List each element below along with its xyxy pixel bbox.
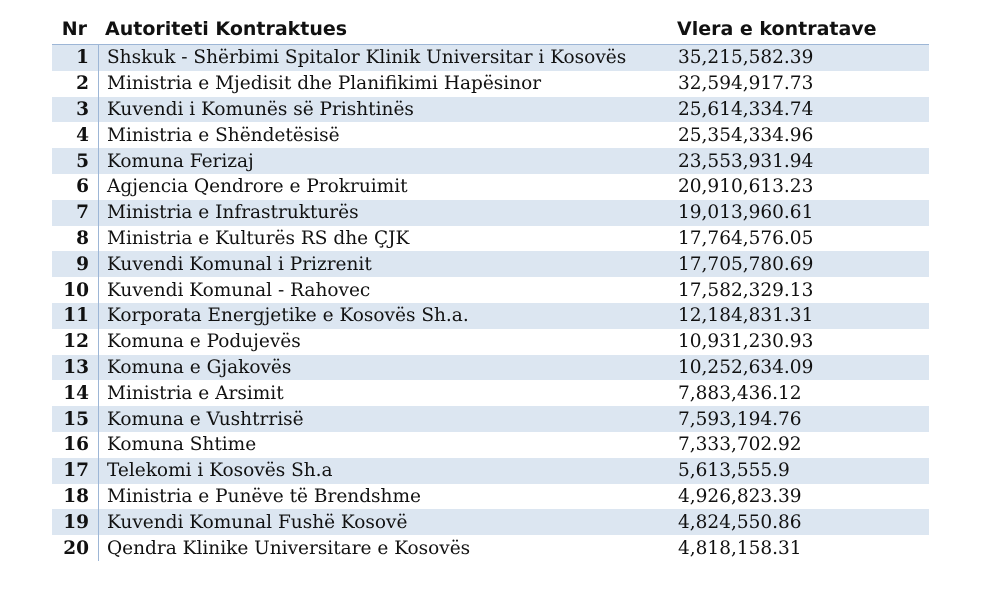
row-value: 4,926,823.39 xyxy=(678,485,802,507)
row-value: 19,013,960.61 xyxy=(678,202,814,224)
table-row xyxy=(52,355,929,381)
row-nr: 2 xyxy=(76,73,89,95)
row-nr: 1 xyxy=(76,47,89,69)
row-value: 5,613,555.9 xyxy=(678,460,790,482)
row-authority: Ministria e Mjedisit dhe Planifikimi Hapësinor xyxy=(98,71,670,97)
row-authority: Korporata Energjetike e Kosovës Sh.a. xyxy=(98,303,670,329)
row-authority: Kuvendi Komunal Fushë Kosovë xyxy=(98,509,670,535)
header-value: Vlera e kontratave xyxy=(677,18,877,40)
row-nr: 15 xyxy=(63,408,89,430)
row-nr: 3 xyxy=(76,98,89,120)
table-row xyxy=(52,251,929,277)
row-value: 12,184,831.31 xyxy=(678,305,814,327)
table-row xyxy=(52,200,929,226)
row-authority: Agjencia Qendrore e Prokruimit xyxy=(98,174,670,200)
row-authority: Kuvendi Komunal - Rahovec xyxy=(98,277,670,303)
table-row xyxy=(52,303,929,329)
row-authority: Ministria e Infrastrukturës xyxy=(98,200,670,226)
row-authority: Kuvendi i Komunës së Prishtinës xyxy=(98,97,670,123)
row-value: 4,824,550.86 xyxy=(678,511,802,533)
table-row xyxy=(52,329,929,355)
row-authority: Komuna e Podujevës xyxy=(98,329,670,355)
header-nr: Nr xyxy=(61,18,87,40)
contracts-table xyxy=(52,14,929,561)
row-nr: 10 xyxy=(63,279,89,301)
row-authority: Shskuk - Shërbimi Spitalor Klinik Universitar i Kosovës xyxy=(98,45,670,71)
row-value: 7,333,702.92 xyxy=(678,434,802,456)
row-nr: 14 xyxy=(63,382,89,404)
row-authority: Ministria e Arsimit xyxy=(98,380,670,406)
row-authority: Komuna Shtime xyxy=(98,432,670,458)
row-nr: 6 xyxy=(76,176,89,198)
table-row xyxy=(52,458,929,484)
table-row xyxy=(52,174,929,200)
row-authority: Ministria e Kulturës RS dhe ÇJK xyxy=(98,226,670,252)
row-value: 20,910,613.23 xyxy=(678,176,814,198)
table-row xyxy=(52,71,929,97)
table-row xyxy=(52,380,929,406)
row-nr: 9 xyxy=(76,253,89,275)
row-value: 17,705,780.69 xyxy=(678,253,814,275)
row-nr: 5 xyxy=(76,150,89,172)
table-row xyxy=(52,535,929,561)
row-value: 25,614,334.74 xyxy=(678,98,814,120)
row-value: 7,593,194.76 xyxy=(678,408,802,430)
row-value: 10,252,634.09 xyxy=(678,356,814,378)
table-row xyxy=(52,148,929,174)
row-value: 32,594,917.73 xyxy=(678,73,814,95)
table-header xyxy=(52,14,929,45)
row-nr: 20 xyxy=(63,537,89,559)
row-nr: 12 xyxy=(63,331,89,353)
header-authority: Autoriteti Kontraktues xyxy=(105,18,348,40)
table-row xyxy=(52,432,929,458)
row-nr: 13 xyxy=(63,356,89,378)
row-nr: 19 xyxy=(63,511,89,533)
row-nr: 8 xyxy=(76,227,89,249)
row-value: 25,354,334.96 xyxy=(678,124,814,146)
table-row xyxy=(52,45,929,71)
row-authority: Komuna e Vushtrrisë xyxy=(98,406,670,432)
row-authority: Komuna Ferizaj xyxy=(98,148,670,174)
row-authority: Ministria e Punëve të Brendshme xyxy=(98,484,670,510)
table-row xyxy=(52,406,929,432)
table-row xyxy=(52,122,929,148)
row-nr: 4 xyxy=(76,124,89,146)
row-authority: Ministria e Shëndetësisë xyxy=(98,122,670,148)
table-row xyxy=(52,226,929,252)
row-nr: 7 xyxy=(76,202,89,224)
table-row xyxy=(52,484,929,510)
row-authority: Kuvendi Komunal i Prizrenit xyxy=(98,251,670,277)
row-authority: Telekomi i Kosovës Sh.a xyxy=(98,458,670,484)
row-value: 23,553,931.94 xyxy=(678,150,814,172)
row-value: 10,931,230.93 xyxy=(678,331,814,353)
table-body xyxy=(52,45,929,561)
row-value: 4,818,158.31 xyxy=(678,537,802,559)
row-nr: 16 xyxy=(63,434,89,456)
table-row xyxy=(52,509,929,535)
row-authority: Komuna e Gjakovës xyxy=(98,355,670,381)
row-value: 35,215,582.39 xyxy=(678,47,814,69)
table-row xyxy=(52,97,929,123)
row-nr: 18 xyxy=(63,485,89,507)
row-value: 17,582,329.13 xyxy=(678,279,814,301)
row-value: 7,883,436.12 xyxy=(678,382,802,404)
row-nr: 11 xyxy=(63,305,89,327)
row-nr: 17 xyxy=(63,460,89,482)
row-value: 17,764,576.05 xyxy=(678,227,814,249)
table-row xyxy=(52,277,929,303)
row-authority: Qendra Klinike Universitare e Kosovës xyxy=(98,535,670,561)
